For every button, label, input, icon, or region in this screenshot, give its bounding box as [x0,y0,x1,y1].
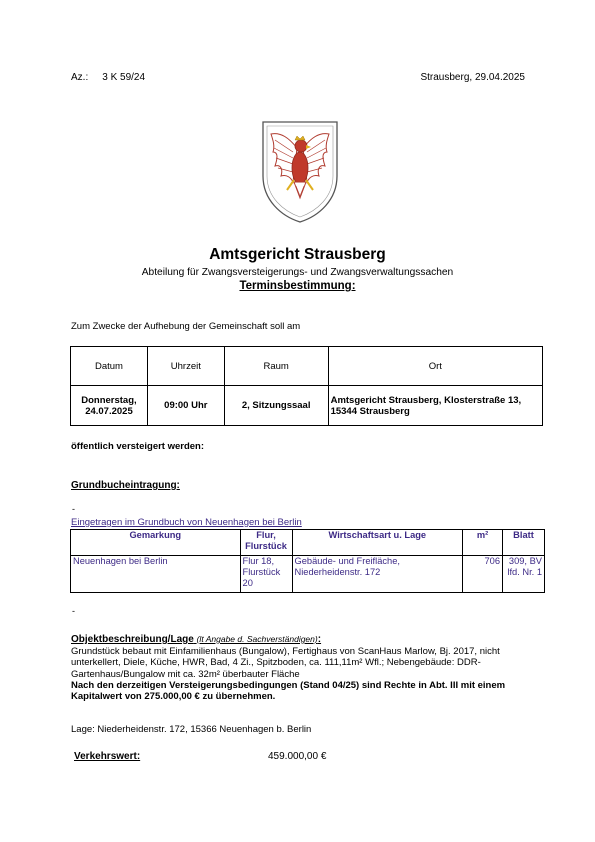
wirtschaftsart-cell: Gebäude- und Freifläche, Niederheidenstr. 172 [292,556,463,593]
document-type: Terminsbestimmung: [239,280,356,292]
header-cell: Gemarkung [71,530,241,556]
object-title-line [71,634,321,645]
header-cell: Flur, Flurstück [240,530,292,556]
appointment-date: Donnerstag, 24.07.2025 [71,386,148,426]
object-description: Grundstück bebaut mit Einfamilienhaus (Bungalow), Fertighaus von ScanHaus Marlow, Bj. 2017, nicht unterkellert, Diele, Küche, HWR, Bad, 4 Zi., Spitzboden, ca. 111,11m² Wfl.; Nebengebäude: DDR-Gartenhaus/Bungalow mit ca. 32m² überbauter Fläche [71,646,500,680]
file-reference [71,72,145,83]
appointment-table [70,346,543,426]
header-cell: Datum [71,347,148,386]
land-register-title: Grundbucheintragung: [71,480,180,491]
land-register-entry: Eingetragen im Grundbuch von Neuenhagen bei Berlin [71,517,302,528]
header-cell: m² [463,530,503,556]
auction-conditions: Nach den derzeitigen Versteigerungsbedingungen (Stand 04/25) sind Rechte in Abt. III mit einem Kapitalwert von 275.000,00 € zu übernehmen. [71,679,506,703]
land-register-header-row [71,530,545,556]
area-cell: 706 [463,556,503,593]
object-colon: : [317,634,322,645]
object-location: Lage: Niederheidenstr. 172, 15366 Neuenhagen b. Berlin [71,724,312,735]
intro-text: Zum Zwecke der Aufhebung der Gemeinschaft soll am [71,321,301,332]
object-hint: (lt Angabe d. Sachverständigen) [196,634,318,644]
land-register-row [71,556,545,593]
appointment-time: 09:00 Uhr [147,386,224,426]
header-cell: Blatt [503,530,545,556]
market-value: 459.000,00 € [268,751,327,762]
header-cell: Wirtschaftsart u. Lage [292,530,463,556]
dash-marker: - [72,504,75,514]
gemarkung-cell: Neuenhagen bei Berlin [71,556,241,593]
appointment-header-row [71,347,543,386]
header-cell: Raum [224,347,328,386]
appointment-room: 2, Sitzungssaal [224,386,328,426]
market-value-label: Verkehrswert: [74,751,141,762]
court-name: Amtsgericht Strausberg [209,246,386,263]
file-reference-number: 3 K 59/24 [102,72,146,83]
place-date: Strausberg, 29.04.2025 [420,72,525,83]
appointment-location: Amtsgericht Strausberg, Klosterstraße 13, 15344 Strausberg [328,386,542,426]
file-reference-label: Az.: [71,72,89,83]
header-cell: Ort [328,347,542,386]
object-description-block [71,646,531,702]
object-title: Objektbeschreibung/Lage [71,634,194,645]
blatt-cell: 309, BV lfd. Nr. 1 [503,556,545,593]
land-register-table [70,529,545,593]
flur-cell: Flur 18, Flurstück 20 [240,556,292,593]
sold-text: öffentlich versteigert werden: [71,441,205,452]
brandenburg-eagle-icon [259,118,341,224]
court-department: Abteilung für Zwangsversteigerungs- und Zwangsverwaltungssachen [141,267,454,278]
header-cell: Uhrzeit [147,347,224,386]
dash-marker: - [72,606,75,616]
appointment-row [71,386,543,426]
